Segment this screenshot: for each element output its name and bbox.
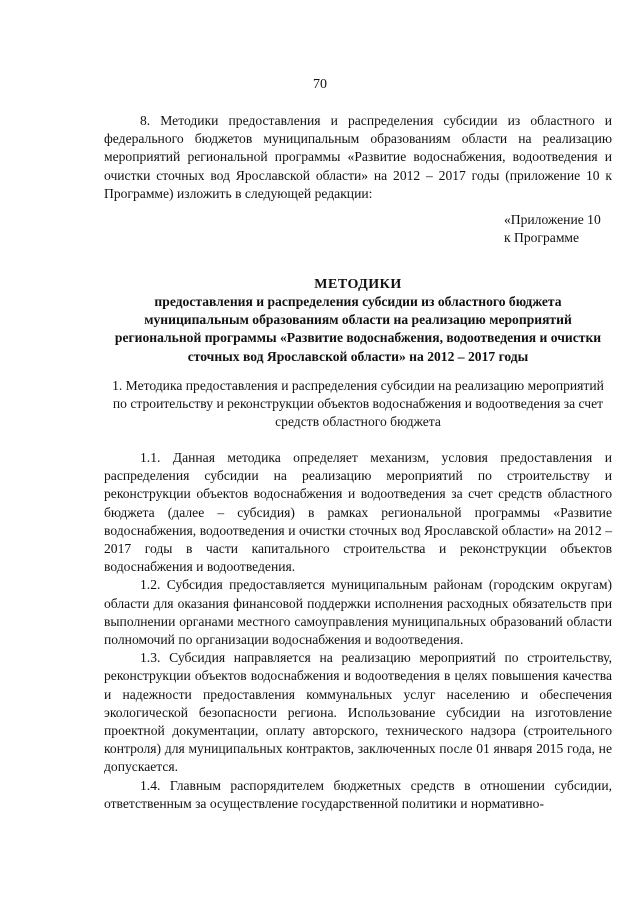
appendix-reference-line-1: «Приложение 10 [504,212,601,227]
body-text [104,449,612,813]
appendix-reference [504,211,624,247]
section-heading: 1. Методика предоставления и распределения субсидии на реализацию мероприятий по строительству и реконструкции объектов водоснабжения и водоотведения за счет средств областного бюджета [112,378,604,430]
page-number: 70 [313,77,327,92]
amendment-paragraph-block [104,112,612,203]
appendix-reference-line-2: к Программе [504,230,580,246]
paragraph-1-4: 1.4. Главным распорядителем бюджетных средств в отношении субсидии, ответственным за осуществление государственной политики и нормативно- [104,777,612,811]
document-title: МЕТОДИКИ [314,277,402,292]
paragraph-1-1: 1.1. Данная методика определяет механизм, условия предоставления и распределения субсидии на реализацию мероприятий по строительству и реконструкции объектов водоснабжения и водоотведения за счет средств областного бюджета (далее – субсидия) в рамках региональной программы «Развитие водоснабжения, водоотведения и очистки сточных вод Ярославской области» на 2012 – 2017 годы в части капитального строительства и реконструкции объектов водоснабжения и водоотведения. [104,450,612,575]
document-subtitle: предоставления и распределения субсидии из областного бюджета муниципальным образованиям области на реализацию мероприятий региональной программы «Развитие водоснабжения, водоотведения и очистки сточных вод Ярославской области» на 2012 – 2017 годы [114,294,602,364]
paragraph-1-2: 1.2. Субсидия предоставляется муниципальным районам (городским округам) области для оказания финансовой поддержки исполнения расходных обязательств при выполнении органами местного самоуправления муниципальных образований области полномочий по организации водоснабжения и водоотведения. [104,577,612,648]
amendment-paragraph: 8. Методики предоставления и распределения субсидии из областного и федерального бюджетов муниципальным образованиям области на реализацию мероприятий региональной программы «Развитие водоснабжения, водоотведения и очистки сточных вод Ярославской области» на 2012 – 2017 годы (приложение 10 к Программе) изложить в следующей редакции: [104,113,612,201]
paragraph-1-3: 1.3. Субсидия направляется на реализацию мероприятий по строительству, реконструкции объектов водоснабжения и водоотведения в целях повышения качества и надежности предоставления коммунальных услуг населению и обеспечения экологической безопасности региона. Использование субсидии на изготовление проектной документации, оплату авторского, технического надзора (строительного контроля) для муниципальных контрактов, заключенных после 01 января 2015 года, не допускается. [104,650,612,775]
